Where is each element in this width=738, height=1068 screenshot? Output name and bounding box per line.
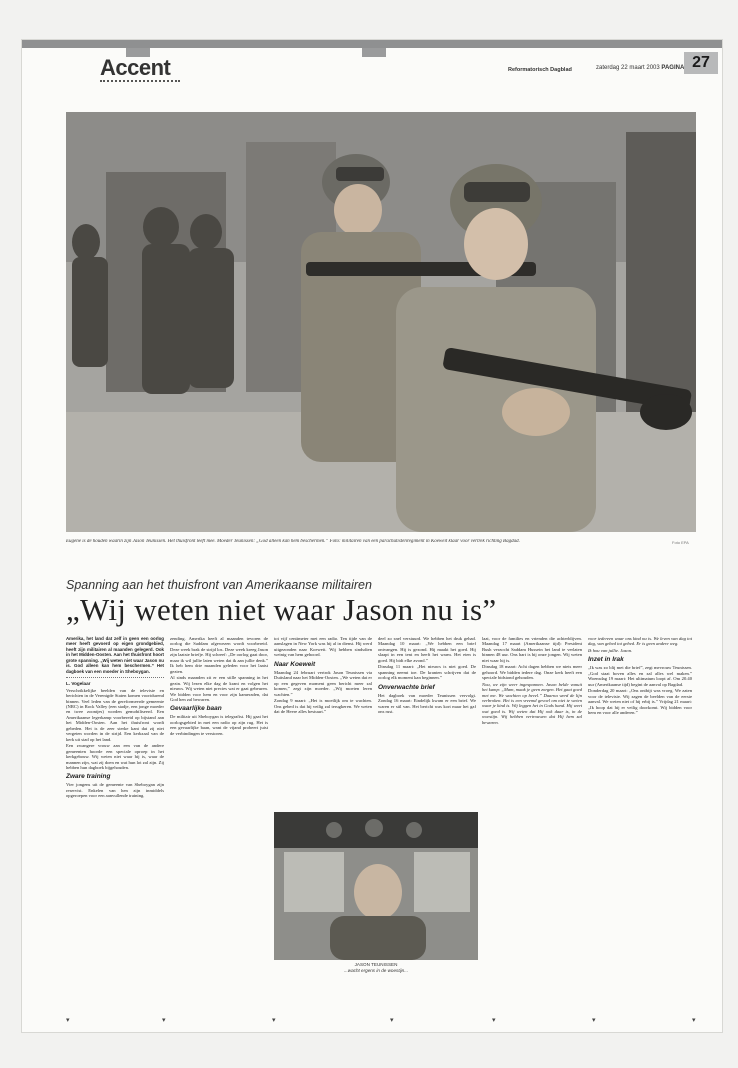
article-column-1: [66, 636, 164, 966]
subheading: Onverwachte brief: [378, 683, 435, 691]
photo-caption: Eugene is de houden waarin zijn Jason Teunissen. Het thuisfront leeft mee. Moeder Teunissen: „God alleen kan hem beschermen.” Foto: militairen van een parachutistenregiment in Koeweit klaar voor vertrek richting Bagdad.: [66, 539, 520, 544]
register-mark: ▾: [592, 1016, 596, 1024]
letter-signature: Ik hou van jullie. Jason.: [588, 647, 633, 653]
article-column-4: [378, 636, 476, 806]
letter-excerpt: Nou, we zijn weer ingespannen. Jason belde vanuit het kamp: „Mam, maak je geen zorgen. Het gaat goed met me. We wachten op bevel.” Daarna werd de lijn verbroken. Het is een vreemd gevoel om niet te weten waar je kind is. Wij leggen het in Gods hand. Hij weet wat goed is. Wij weten dat Hij ook daar is, in de woestijn. Wij hebben vertrouwen dat Hij hem zal bewaren.: [482, 681, 582, 725]
paragraph: Verschrikkelijke beelden van de televisie en berichten in de Verenigde Staten komen voortdurend binnen. Veel leden van de gereformeerde gemeente (NRC) in Rock Valley (een stadje, een jonge moeder en twee zoontjes) worden gemobiliseerd. Een Amerikaanse legerkamp voorbereid op bijstand aan het Midden-Oosten. Aan het thuisfront wordt gebeden. Het is de zeer sterke kant dat zij niet vergeten worden in de strijd. Een kerkzaal van de kerk uit stad op het land.: [66, 687, 164, 742]
paragraph: deel zo snel verstuurd. We hebben het druk gehad. Maandag 10 maart: „We hebben een brief ontvangen. Hij is gezond. Hij maakt het goed. Hij slaapt in een tent en heeft het warm. Het eten is goed. Hij bidt elke avond.”: [378, 636, 476, 663]
article-column-6: [588, 636, 692, 966]
section-underline: [100, 80, 180, 82]
article-headline: „Wij weten niet waar Jason nu is”: [66, 592, 497, 627]
page-number: 27: [684, 52, 718, 74]
paragraph: Dinsdag 11 maart: „Het nieuws is niet goed. De spanning neemt toe. De kranten schrijven dat de oorlog elk moment kan beginnen.”: [378, 664, 476, 681]
paragraph: Vier jongens uit de gemeente van Sheboygan zijn reservist. Enkelen van hen zijn inmiddels opgeroepen voor een aanvullende training.: [66, 782, 164, 799]
inset-subcaption: ...wacht ergens in de woestijn...: [343, 968, 409, 973]
register-mark: ▾: [390, 1016, 394, 1024]
paragraph: Al sinds maanden zit er een stille spanning in het gezin. Wij lezen elke dag de krant en volgen het nieuws. Wij weten niet precies wat er gaat gebeuren. We bidden voor hem en voor zijn kameraden, dat God hen zal bewaren.: [170, 675, 268, 702]
paragraph: zending. Amerika heeft al maanden tevoren de oorlog die Saddam afgewezen wordt voorbereid. Deze week brak de strijd los. Deze week kreeg Jason zijn laatste briefje. Hij schreef: „De oorlog gaat door, maar ik wil jullie laten weten dat ik aan jullie denk.” Ik heb hem drie maanden geleden voor het laatst gezien.: [170, 636, 268, 674]
divider: [66, 677, 164, 678]
paragraph: tot vijf centimeter met een radio. Ten tijde van de aanslagen in New York was hij al in dienst. Hij werd uitgezonden naar Koeweit. Wij hebben sindsdien weinig van hem gehoord.: [274, 636, 372, 658]
paragraph: De militair uit Sheboygan is telegrafist. Hij gaat het oorlogsgebied in met een radio op zijn rug. Het is een gevaarlijke baan, want de vijand probeert juist de verbindingen te verstoren.: [170, 714, 268, 736]
subheading: Zware training: [66, 773, 111, 781]
lead-photo: [66, 112, 696, 532]
article-lead: Amerika, het land dat zelf in geen een oorlog meer heeft gevoerd op eigen grondgebied, heeft zijn militairen al maanden gelegerd. Ook in het Midden-Oosten. Aan het thuisfront hoort grote spanning. „Wij weten niet waar Jason nu is. God alleen kan hem beschermen.” Het dagboek van een moeder in Sheboygan.: [66, 636, 164, 674]
register-mark: ▾: [692, 1016, 696, 1024]
inset-name: JASON TEUNISSEN: [354, 962, 398, 967]
issue-date: zaterdag 22 maart 2003 PAGINA: [596, 65, 685, 71]
paragraph: Een zwangere vrouw aan een van de andere gemeenten hoorde een speciale oproep in het kerkgebouw. Wij weten niet waar hij is, waar de mannen zijn, wat zij doen en wat hun lot zal zijn. Zij hebben hun dagboek bijgehouden.: [66, 743, 164, 770]
inset-caption: [274, 962, 478, 974]
register-mark: ▾: [66, 1016, 70, 1024]
paragraph: Maandag 24 februari vertrok Jason Teunissen via Duitsland naar het Midden-Oosten. „We weten dat er op een gegeven moment geen bericht meer zal komen,” zegt zijn moeder. „Wij moeten leren wachten.”: [274, 669, 372, 697]
article-column-2: [170, 636, 268, 966]
paragraph: „Ik was zo blij met die brief”, zegt mevrouw Teunissen. „God staat boven alles en zal alles wel maken.” Woensdag 19 maart: Het ultimatum loopt af. Om 20.40 uur (Amerikaanse tijd) begint de aanval op Bagdad.: [588, 665, 692, 687]
paragraph: Dinsdag 18 maart: Acht dagen hebben we niets meer gehoord. We bidden iedere dag. Onze kerk heeft een speciale bidstond gehouden.: [482, 664, 582, 681]
paragraph: Zondag 9 maart: „Het is moeilijk om te wachten. Ons gebed is dat hij veilig zal terugkeren. We weten dat de Heere alles bestuurt.”: [274, 698, 372, 714]
register-mark: ▾: [272, 1016, 276, 1024]
subheading: Gevaarlijke baan: [170, 705, 222, 713]
subheading: Inzet in Irak: [588, 656, 624, 664]
paragraph: Het dagboek van moeder Teunissen vervolgt. Zondag 16 maart: Eindelijk kwam er een brief. We waren er stil van. Het bericht was kort maar het gaf ons rust.: [378, 692, 476, 714]
register-marks: [22, 1016, 722, 1024]
register-mark: ▾: [492, 1016, 496, 1024]
photo-credit: Foto EPA: [672, 540, 689, 545]
article-byline: L. Vogelaar: [66, 681, 91, 687]
article-column-3: [274, 636, 372, 806]
subheading: Naar Koeweit: [274, 660, 316, 668]
article-column-5: [482, 636, 582, 966]
paragraph: laat, voor de families en vrienden die achterblijven. Maandag 17 maart (Amerikaanse tijd): President Bush verzocht Saddam Hussein het land te verlaten binnen 48 uur. Ons hart is bij onze jongen. Wij weten niet waar hij is.: [482, 636, 582, 663]
inset-photo: [274, 812, 478, 960]
header-tab-marker: [362, 48, 386, 57]
paragraph: Donderdag 20 maart: „Ons ontbijt was vroeg. We zaten voor de televisie. Wij zagen de beelden van de eerste aanval. We weten niet of hij erbij is.” Vrijdag 21 maart: „Ik hoop dat hij er veilig doorkomt. Wij bidden voor hem en voor alle anderen.”: [588, 688, 692, 715]
newspaper-name: Reformatorisch Dagblad: [508, 67, 572, 73]
letter-excerpt: voor iedereen waar ons kind nu is. We leven van dag tot dag, van gebed tot gebed. Er is geen andere weg.: [588, 636, 692, 647]
register-mark: ▾: [162, 1016, 166, 1024]
section-title: Accent: [100, 55, 171, 80]
article-kicker: Spanning aan het thuisfront van Amerikaanse militairen: [66, 578, 372, 592]
top-bar: [22, 40, 722, 48]
